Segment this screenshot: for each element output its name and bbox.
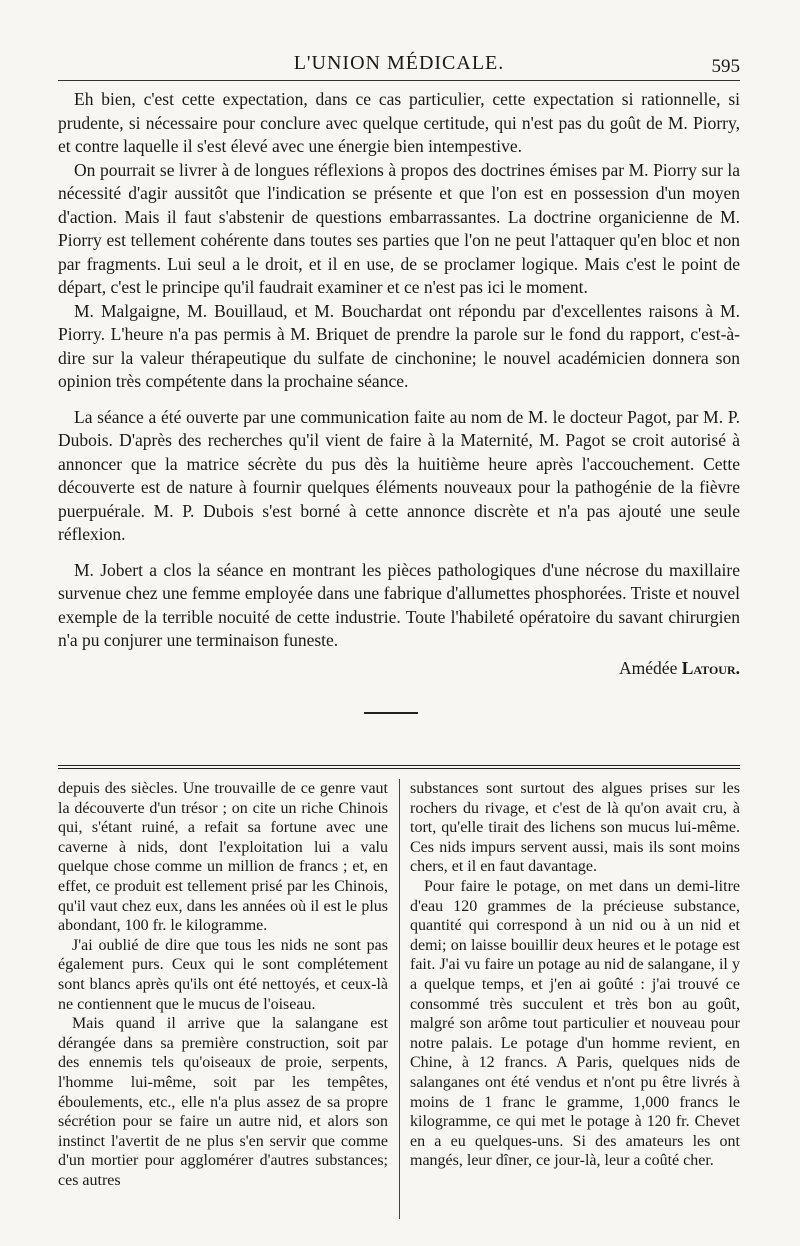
signature-first-name: Amédée — [619, 657, 678, 678]
column-paragraph: depuis des siècles. Une trouvaille de ce genre vaut la découverte d'un trésor ; on cite un riche Chinois qui, s'étant ruiné, a refait sa fortune avec une caverne à nids, dont l'exploitation lui a valu quelque chose comme un million de francs ; et, en effet, ce produit est tellement prisé par les Chinois, qu'il vaut chez eux, dans les années où il est le plus abondant, 100 fr. le kilogramme. — [58, 780, 388, 935]
running-title: L'UNION MÉDICALE. — [293, 52, 505, 74]
column-paragraph: Pour faire le potage, on met dans un demi-litre d'eau 120 grammes de la précieuse substance, quantité qui correspond à un nid ou à un nid et demi; on laisse bouillir deux heures et le potage est fait. J'ai vu faire un potage au nid de salangane, il y a quelque temps, et j'en ai goûté : j'ai trouvé ce consommé très succulent et très bon au goût, malgré son arôme tout particulier et nouveau pour notre palais. Le potage d'un homme revient, en Chine, à 12 francs. A Paris, quelques nids de salanganes ont été vendus et n'ont pu être livrés à moins de 1 franc le gramme, 1,000 francs le kilogramme, ce qui met le potage à 120 fr. Chevet en a eu quelques-uns. Si des amateurs les ont mangés, leur dîner, ce jour-là, leur a coûté cher. — [410, 877, 740, 1170]
column-divider — [399, 779, 400, 1219]
article-paragraph: La séance a été ouverte par une communication faite au nom de M. le docteur Pagot, par M. P. Dubois. D'après des recherches qu'il vient de faire à la Maternité, M. Pagot se croit autorisé à annoncer que la matrice sécrète du pus dès la huitième heure après l'accouchement. Cette découverte est de nature à fournir quelques éléments nouveaux pour la pathogénie de la fièvre puerpuérale. M. P. Dubois s'est borné à cette annonce discrète et n'a pas ajouté une seule réflexion. — [58, 406, 740, 544]
column-paragraph: substances sont surtout des algues prises sur les rochers du rivage, et c'est de là qu'on avait cru, à tort, qu'elle tirait des lichens son mucus lui-même. Ces nids impurs servent aussi, mais ils sont moins chers, et il en faut davantage. — [410, 780, 740, 876]
author-signature — [58, 657, 740, 681]
article-paragraph: Eh bien, c'est cette expectation, dans ce cas particulier, cette expectation si rationnelle, si prudente, si nécessaire pour conclure avec quelque certitude, qui n'est pas du goût de M. Piorry, et contre laquelle il s'est élevé avec une énergie bien intempestive. — [58, 89, 740, 156]
article-paragraph: M. Jobert a clos la séance en montrant les pièces pathologiques d'une nécrose du maxillaire survenue chez une femme employée dans une fabrique d'allumettes phosphorées. Triste et nouvel exemple de la terrible nocuité de cette industrie. Toute l'habileté opératoire du savant chirurgien n'a pu conjurer une terminaison funeste. — [58, 559, 740, 650]
header-rule — [58, 80, 740, 81]
column-paragraph: J'ai oublié de dire que tous les nids ne sont pas également purs. Ceux qui le sont complétement sont blancs après qu'ils ont été nettoyés, et ceux-là ne contiennent que le mucus de l'oiseau. — [58, 936, 388, 1013]
page-header — [58, 50, 740, 80]
page-number: 595 — [711, 56, 740, 77]
article-paragraph: M. Malgaigne, M. Bouillaud, et M. Bouchardat ont répondu par d'excellentes raisons à M. Piorry. L'heure n'a pas permis à M. Briquet de prendre la parole sur le fond du rapport, c'est-à-dire sur la valeur thérapeutique du sulfate de cinchonine; le nouvel académicien donnera son opinion très compétente dans la prochaine séance. — [58, 300, 740, 391]
feuilleton-right-column — [410, 779, 740, 1171]
section-divider — [364, 712, 418, 714]
signature-last-name: Latour. — [681, 657, 740, 678]
feuilleton-left-column — [58, 779, 388, 1190]
feuilleton-rule — [58, 765, 740, 769]
article-paragraph: On pourrait se livrer à de longues réflexions à propos des doctrines émises par M. Piorry sur la nécessité d'agir aussitôt que l'indication se présente et que l'on est en possession d'un moyen d'action. Mais il faut s'abstenir de questions embarrassantes. La doctrine organicienne de M. Piorry est tellement cohérente dans toutes ses parties que l'on ne peut l'attaquer qu'en bloc et non par fragments. Lui seul a le droit, et il en use, de se proclamer logique. Mais c'est le point de départ, c'est le principe qu'il faudrait examiner et ce n'est pas ici le moment. — [58, 159, 740, 297]
feuilleton-section — [58, 779, 740, 1219]
column-paragraph: Mais quand il arrive que la salangane est dérangée dans sa première construction, soit par des ennemis tels qu'oiseaux de proie, serpents, l'homme lui-même, soit par les tempêtes, éboulements, etc., elle n'a plus assez de sa propre sécrétion pour se faire un autre nid, et alors son instinct l'avertit de ne plus s'en servir que comme d'un mortier pour agglomérer d'autres substances; ces autres — [58, 1015, 388, 1189]
main-article — [58, 88, 740, 680]
